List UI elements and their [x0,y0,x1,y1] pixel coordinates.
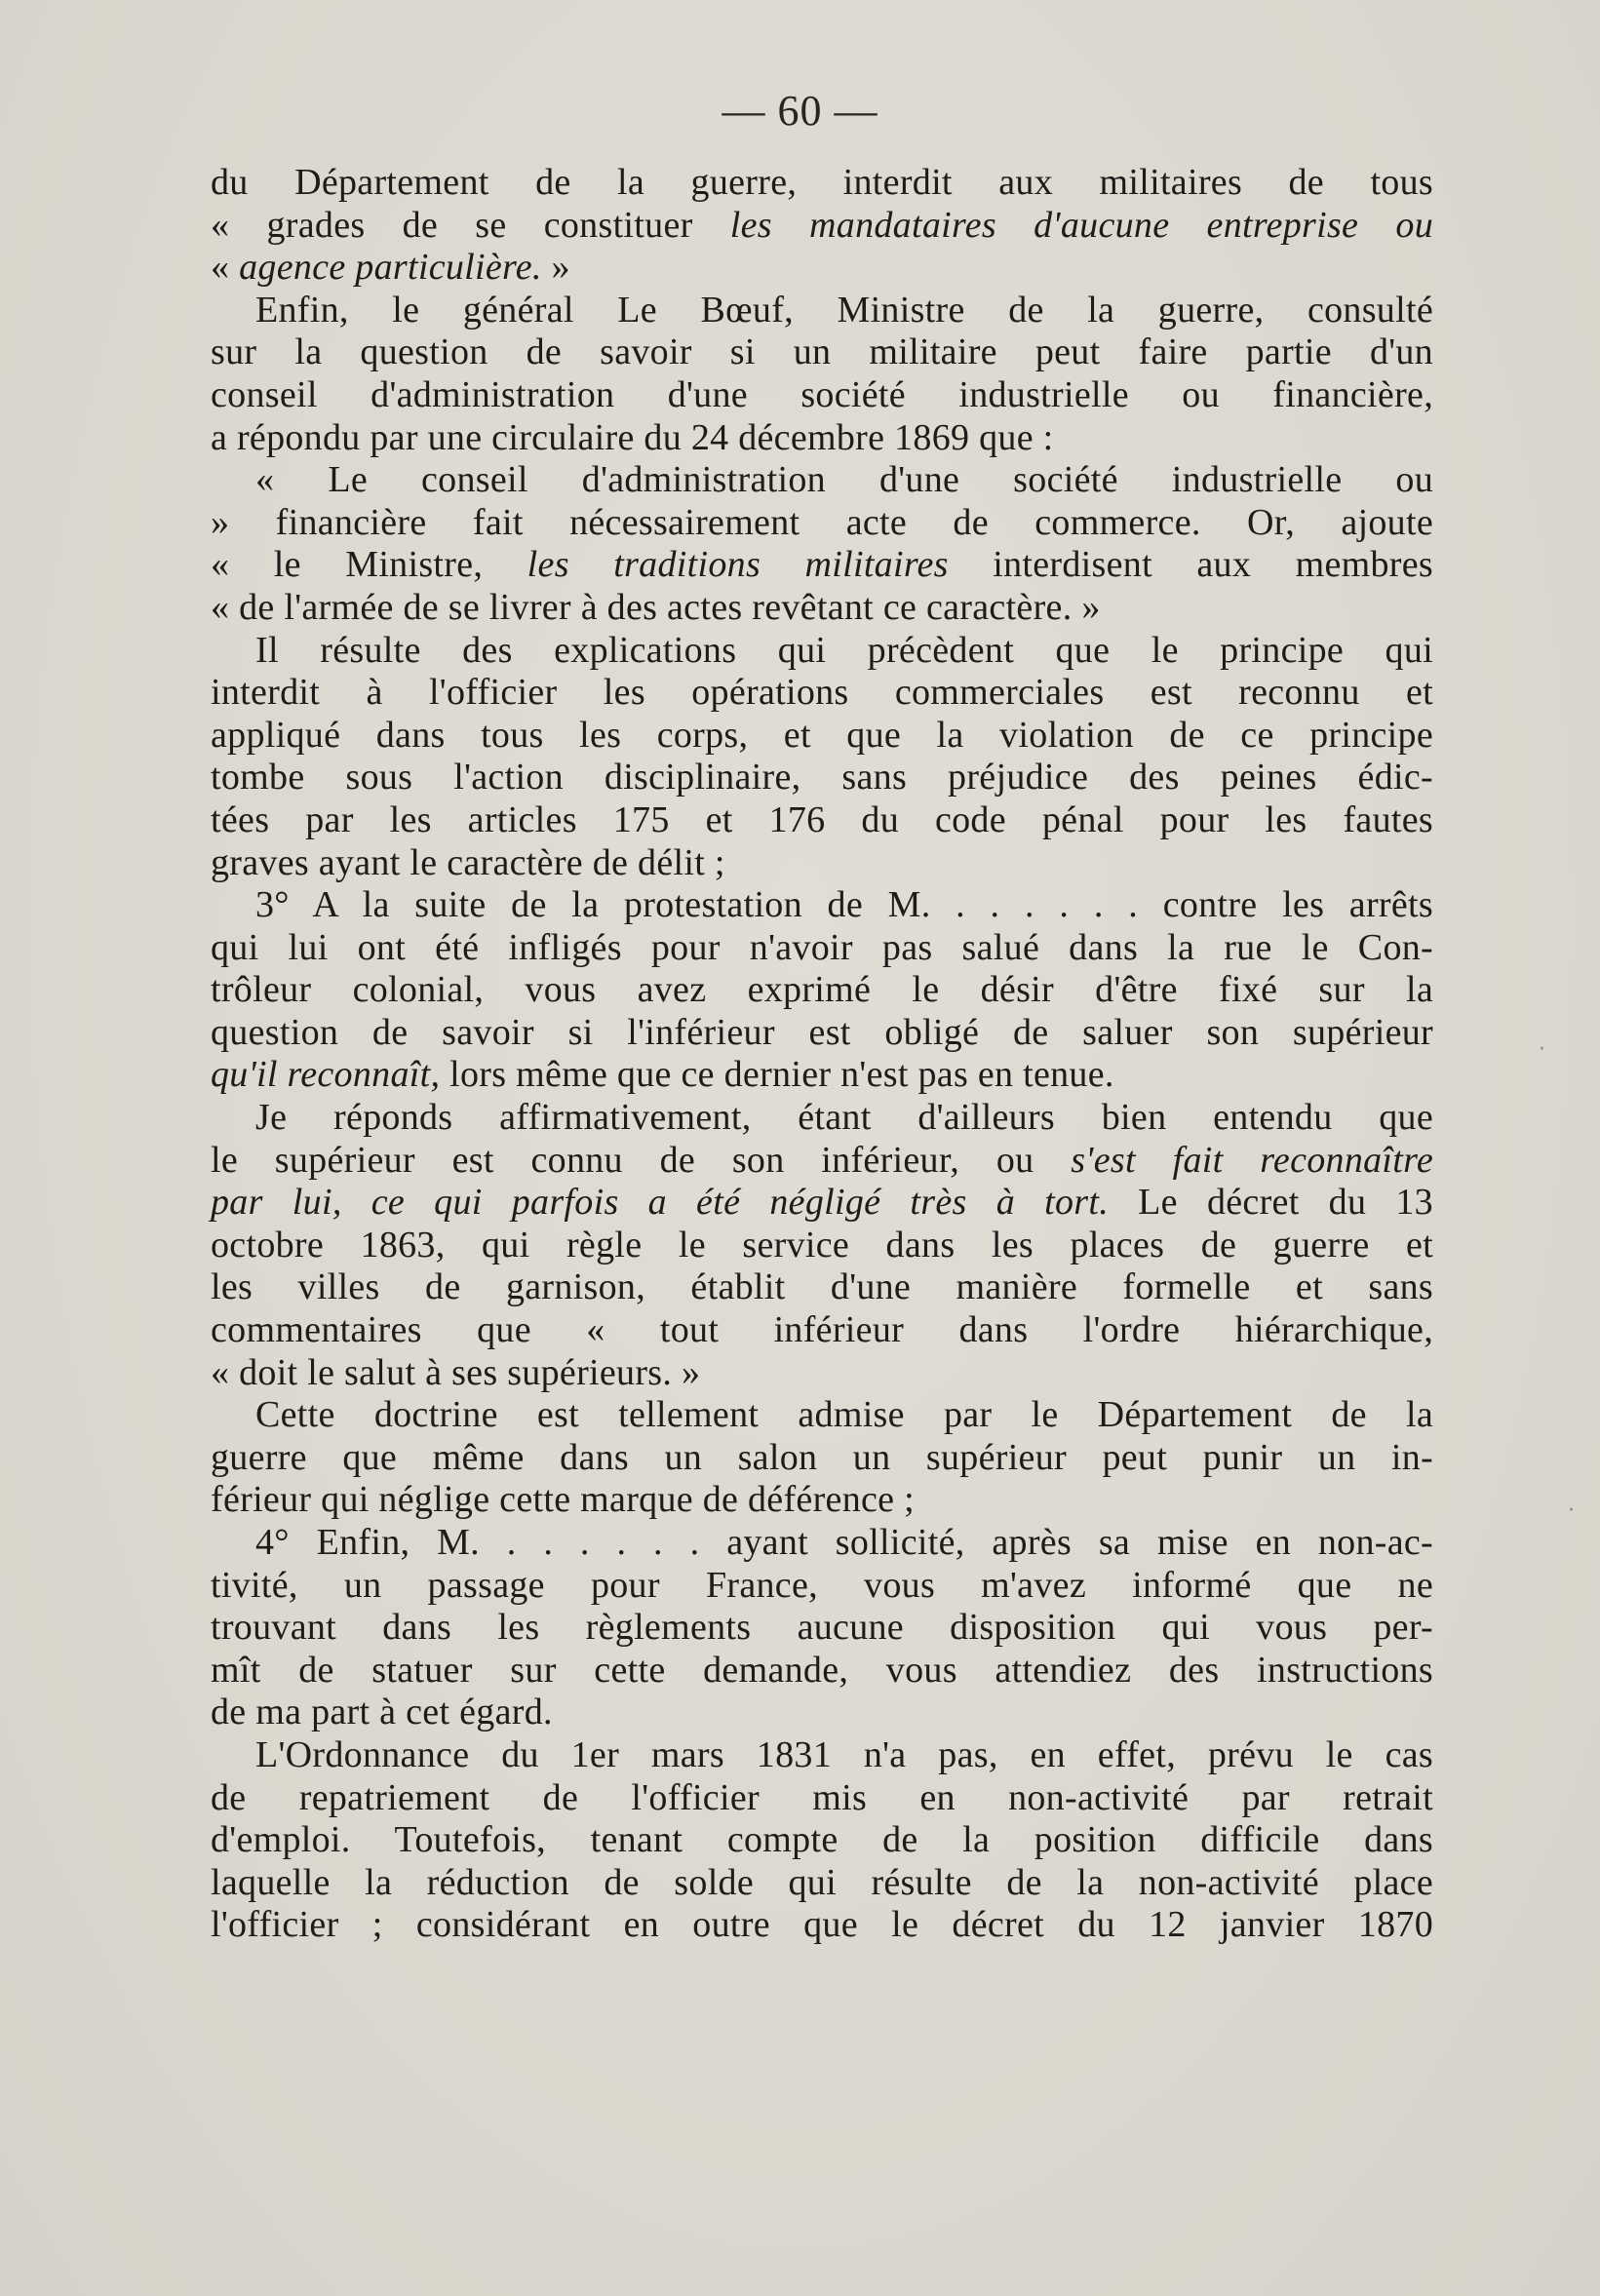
scan-speck: · [1539,1037,1545,1062]
line-text: « grades de se constituer [211,204,730,246]
line-text: sur la question de savoir si un militaire peut faire partie d'un [211,331,1433,373]
scan-speck: · [1568,1498,1575,1523]
text-line [211,247,1433,290]
text-line [211,1650,1433,1693]
line-text: conseil d'administration d'une société industrielle ou financière, [211,373,1433,415]
text-line [211,1225,1433,1267]
line-text: lors même que ce dernier n'est pas en tenue. [440,1054,1114,1096]
text-line [211,1479,1433,1522]
line-text: « [211,247,240,289]
text-line [211,1054,1433,1097]
italic-text: par lui, ce qui parfois a été négligé très à tort. [211,1182,1110,1224]
line-text: tées par les articles 175 et 176 du code pénal pour les fautes [211,798,1433,840]
text-line [211,1097,1433,1140]
text-line [211,1522,1433,1565]
line-text: guerre que même dans un salon un supérieur peut punir un in- [211,1436,1433,1478]
text-line [211,969,1433,1012]
text-line [211,715,1433,758]
line-text: » financière fait nécessairement acte de commerce. Or, ajoute [211,501,1433,543]
text-line [211,672,1433,715]
text-line [211,1692,1433,1734]
text-line [211,1309,1433,1352]
line-text: Je réponds affirmativement, étant d'ailleurs bien entendu que [255,1097,1433,1139]
line-text: de ma part à cet égard. [211,1692,553,1733]
italic-text: les traditions militaires [527,544,949,586]
text-line [211,290,1433,332]
text-line [211,1352,1433,1395]
line-text: mît de statuer sur cette demande, vous attendiez des instructions [211,1649,1433,1691]
line-text: laquelle la réduction de solde qui résulte de la non-activité place [211,1861,1433,1903]
line-text: « Le conseil d'administration d'une société industrielle ou [255,459,1433,501]
text-line [211,587,1433,630]
text-line [211,331,1433,374]
text-line [211,1862,1433,1905]
line-text: « doit le salut à ses supérieurs. » [211,1351,701,1393]
line-text: graves ayant le caractère de délit ; [211,841,725,883]
line-text: qui lui ont été infligés pour n'avoir pas salué dans la rue le Con- [211,926,1433,968]
text-line [211,1819,1433,1862]
italic-text: s'est fait reconnaître [1071,1139,1433,1181]
line-text: commentaires que « tout inférieur dans l'ordre hiérarchique, [211,1309,1433,1351]
line-text: Il résulte des explications qui précèdent que le principe qui [255,629,1433,671]
italic-text: agence particulière. [239,247,542,289]
page-number: — 60 — [722,87,878,135]
text-line [211,1394,1433,1437]
text-line [211,205,1433,248]
body-text [211,162,1433,1947]
line-text: L'Ordonnance du 1er mars 1831 n'a pas, en effet, prévu le cas [255,1733,1433,1775]
line-text: interdit à l'officier les opérations commerciales est reconnu et [211,672,1433,714]
line-text: l'officier ; considérant en outre que le décret du 12 janvier 1870 [211,1904,1433,1946]
line-text: trôleur colonial, vous avez exprimé le désir d'être fixé sur la [211,969,1433,1011]
line-text: » [541,247,570,289]
text-line [211,417,1433,460]
text-line [211,1266,1433,1309]
text-line [211,1904,1433,1947]
line-text: le supérieur est connu de son inférieur, ou [211,1139,1072,1181]
text-line [211,1182,1433,1225]
line-text: question de savoir si l'inférieur est obligé de saluer son supérieur [211,1011,1433,1053]
text-line [211,1437,1433,1480]
line-text: trouvant dans les règlements aucune disposition qui vous per- [211,1607,1433,1649]
line-text: 3° A la suite de la protestation de M. . . . . . . contre les arrêts [255,884,1433,926]
text-line [211,757,1433,799]
text-line [211,162,1433,205]
text-line [211,799,1433,842]
line-text: Le décret du 13 [1109,1182,1433,1224]
text-line [211,1565,1433,1608]
line-text: 4° Enfin, M. . . . . . . ayant sollicité, après sa mise en non-ac- [255,1522,1433,1563]
text-line [211,630,1433,673]
text-line [211,544,1433,587]
text-line [211,927,1433,970]
text-line [211,502,1433,545]
text-line [211,459,1433,502]
line-text: « le Ministre, [211,544,527,586]
line-text: tivité, un passage pour France, vous m'avez informé que ne [211,1564,1433,1606]
text-line [211,1734,1433,1777]
italic-text: les mandataires d'aucune entreprise ou [729,204,1433,246]
line-text: férieur qui néglige cette marque de déférence ; [211,1479,915,1521]
line-text: Enfin, le général Le Bœuf, Ministre de la guerre, consulté [255,289,1433,331]
line-text: interdisent aux membres [948,544,1433,586]
line-text: appliqué dans tous les corps, et que la violation de ce principe [211,714,1433,756]
line-text: du Département de la guerre, interdit aux militaires de tous [211,162,1433,203]
line-text: d'emploi. Toutefois, tenant compte de la position difficile dans [211,1819,1433,1861]
line-text: a répondu par une circulaire du 24 décembre 1869 que : [211,416,1054,458]
line-text: tombe sous l'action disciplinaire, sans préjudice des peines édic- [211,757,1433,798]
line-text: « de l'armée de se livrer à des actes revêtant ce caractère. » [211,586,1101,628]
text-line [211,1777,1433,1820]
line-text: octobre 1863, qui règle le service dans les places de guerre et [211,1224,1433,1265]
line-text: les villes de garnison, établit d'une manière formelle et sans [211,1266,1433,1308]
text-line [211,1607,1433,1650]
text-line [211,842,1433,885]
text-line [211,884,1433,927]
line-text: Cette doctrine est tellement admise par le Département de la [255,1394,1433,1436]
text-line [211,1012,1433,1055]
line-text: de repatriement de l'officier mis en non-activité par retrait [211,1776,1433,1818]
text-line [211,374,1433,417]
italic-text: qu'il reconnaît, [211,1054,441,1096]
text-line [211,1140,1433,1183]
